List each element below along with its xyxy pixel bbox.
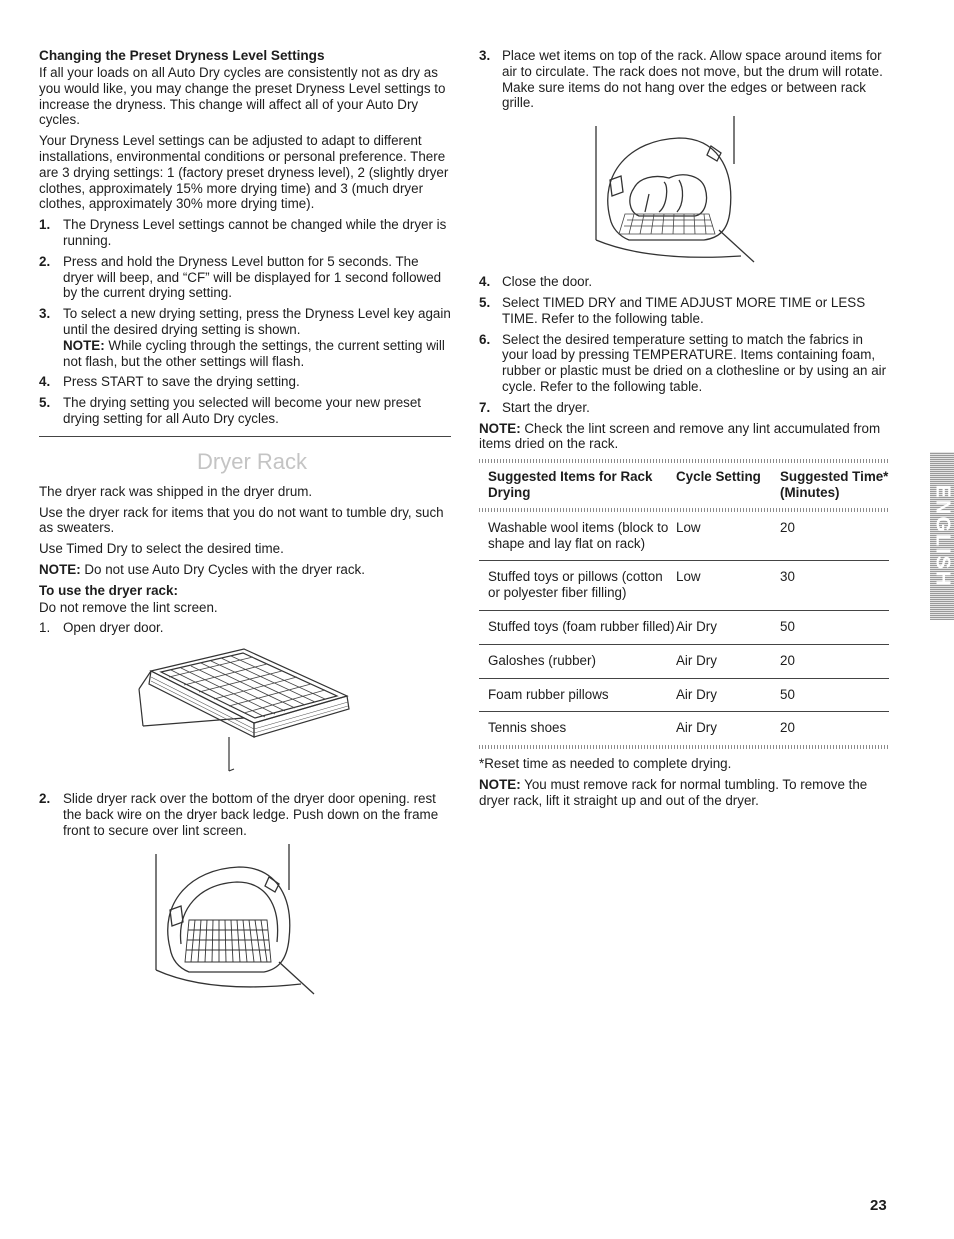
table-cell: Air Dry: [676, 712, 780, 745]
note-label: NOTE:: [39, 561, 81, 577]
rack-paragraph: The dryer rack was shipped in the dryer drum.: [39, 483, 313, 499]
use-rack-steps-continued: [39, 791, 451, 838]
step-text: The Dryness Level settings cannot be changed while the dryer is running.: [63, 217, 447, 248]
step-text: Slide dryer rack over the bottom of the dryer door opening. rest the back wire on the dryer back ledge. Push down on the frame front to secure over lint screen.: [63, 791, 439, 838]
table-cell: Tennis shoes: [479, 712, 676, 745]
step-number: 6.: [479, 331, 491, 347]
step-number: 3.: [479, 48, 491, 63]
note-label: NOTE:: [63, 337, 105, 353]
step-number: 5.: [479, 294, 491, 310]
side-tab-label: ENGLISH: [931, 484, 954, 588]
table-row: [479, 610, 889, 644]
list-item: [39, 254, 451, 301]
intro-paragraph: If all your loads on all Auto Dry cycles are consistently not as dry as you would like, you may change the preset Dryness Level settings to increase the dryness. This change will affect all of your Auto Dry cycles.: [39, 65, 446, 128]
list-item: [39, 217, 451, 249]
step-text: Select the desired temperature setting to match the fabrics in your load by pressing TEMPERATURE. Items containing foam, rubber or plastic must be dried on a clothesline or by using an air cycle. Refer to the following table.: [502, 331, 887, 394]
table-cell: 20: [780, 644, 889, 678]
section-divider: [39, 436, 451, 437]
operation-steps: [479, 274, 889, 415]
note-label: NOTE:: [479, 776, 521, 792]
list-item: [479, 400, 889, 416]
rack-in-dryer-illustration: [39, 844, 451, 1004]
table-row: [479, 678, 889, 712]
section-heading: Changing the Preset Dryness Level Settings: [39, 48, 325, 63]
step-number: 5.: [39, 395, 51, 411]
dryer-rack-illustration: [39, 641, 451, 781]
table-row: [479, 712, 889, 745]
rack-note: [39, 562, 451, 578]
table-cell: 30: [780, 561, 889, 611]
step-text: To select a new drying setting, press the Dryness Level key again until the desired drying setting is shown.: [63, 306, 451, 337]
step-text: Select TIMED DRY and TIME ADJUST MORE TIME or LESS TIME. Refer to the following table.: [502, 294, 866, 326]
column-header: Suggested Items for Rack Drying: [488, 469, 653, 500]
use-rack-steps: [39, 620, 451, 636]
table-cell: Air Dry: [676, 644, 780, 678]
step-number: 2.: [39, 791, 51, 807]
list-item: [39, 791, 451, 838]
step-text: Press and hold the Dryness Level button for 5 seconds. The dryer will beep, and “CF” will be displayed for 1 second followed by the current drying setting.: [63, 253, 442, 301]
rack-paragraph: Use the dryer rack for items that you do not want to tumble dry, such as sweaters.: [39, 504, 444, 536]
column-header: Suggested Time* (Minutes): [780, 469, 889, 500]
step-text: Place wet items on top of the rack. Allow space around items for air to circulate. The rack does not move, but the drum will rotate. Make sure items do not hang over the edges or between rack grille.: [502, 48, 883, 111]
table-header-row: [479, 463, 889, 508]
step-text: The drying setting you selected will become your new preset drying setting for all Auto Dry cycles.: [63, 395, 422, 426]
rack-drying-table: [479, 463, 889, 745]
step-text: Open dryer door.: [63, 620, 164, 636]
table-row: [479, 561, 889, 611]
step-number: 4.: [39, 374, 51, 390]
table-cell: 20: [780, 712, 889, 745]
list-item: [39, 620, 451, 636]
rack-steps-continued: [479, 48, 889, 111]
step-number: 2.: [39, 253, 51, 269]
table-cell: Air Dry: [676, 610, 780, 644]
table-row: [479, 644, 889, 678]
table-cell: Foam rubber pillows: [479, 678, 676, 712]
table-cell: Low: [676, 519, 701, 535]
table-cell: 50: [780, 678, 889, 712]
table-bottom-border: [479, 745, 889, 749]
table-cell: Galoshes (rubber): [479, 644, 676, 678]
step-number: 1.: [39, 217, 51, 233]
step-number: 1.: [39, 620, 51, 636]
table-cell: Low: [676, 561, 780, 611]
table-cell: 20: [780, 519, 795, 535]
note-text: Check the lint screen and remove any lint accumulated from items dried on the rack.: [479, 420, 881, 452]
step-number: 4.: [479, 274, 491, 290]
table-footnote: *Reset time as needed to complete drying.: [479, 756, 732, 772]
list-item: [479, 48, 889, 111]
dryness-steps: [39, 217, 451, 427]
table-cell: Air Dry: [676, 678, 780, 712]
list-item: [479, 274, 889, 290]
note-text: You must remove rack for normal tumbling. To remove the dryer rack, lift it straight up and out of the dryer.: [479, 776, 868, 808]
list-item: [479, 295, 889, 327]
page-number: 23: [870, 1197, 887, 1214]
left-column: [39, 48, 451, 1014]
step-text: Press START to save the drying setting.: [63, 374, 300, 390]
step-number: 3.: [39, 306, 51, 322]
table-row: [479, 512, 889, 561]
step-text: Close the door.: [502, 274, 593, 290]
right-column: [479, 48, 889, 814]
list-item: [39, 395, 451, 427]
dryer-rack-title: Dryer Rack: [197, 448, 308, 474]
note-text: Do not use Auto Dry Cycles with the dryer rack.: [84, 561, 365, 577]
list-item: [479, 332, 889, 395]
items-on-rack-illustration: [479, 116, 889, 266]
list-item: [39, 306, 451, 369]
table-cell: Stuffed toys or pillows (cotton or polyester fiber filling): [479, 561, 676, 611]
step-text: Start the dryer.: [502, 399, 590, 415]
language-side-tab: [930, 452, 954, 620]
use-rack-paragraph: Do not remove the lint screen.: [39, 599, 218, 615]
use-rack-heading: To use the dryer rack:: [39, 582, 178, 598]
lint-note: [479, 421, 889, 453]
step-number: 7.: [479, 399, 491, 415]
remove-rack-note: [479, 777, 889, 809]
rack-paragraph: Use Timed Dry to select the desired time.: [39, 541, 284, 557]
table-cell: Stuffed toys (foam rubber filled): [479, 610, 676, 644]
column-header: Cycle Setting: [676, 469, 761, 485]
list-item: [39, 374, 451, 390]
table-cell: 50: [780, 610, 889, 644]
intro-paragraph: Your Dryness Level settings can be adjusted to adapt to different installations, environmental conditions or personal preference. There are 3 drying settings: 1 (factory preset dryness level), 2 (slightly dryer clothes, approximately 15% more drying time) and 3 (much dryer clothes, approximately 30% more drying time).: [39, 133, 449, 212]
note-text: While cycling through the settings, the current setting will not flash, but the other settings will flash.: [63, 337, 445, 369]
note-label: NOTE:: [479, 420, 521, 436]
table-cell: Washable wool items (block to shape and lay flat on rack): [488, 519, 669, 551]
